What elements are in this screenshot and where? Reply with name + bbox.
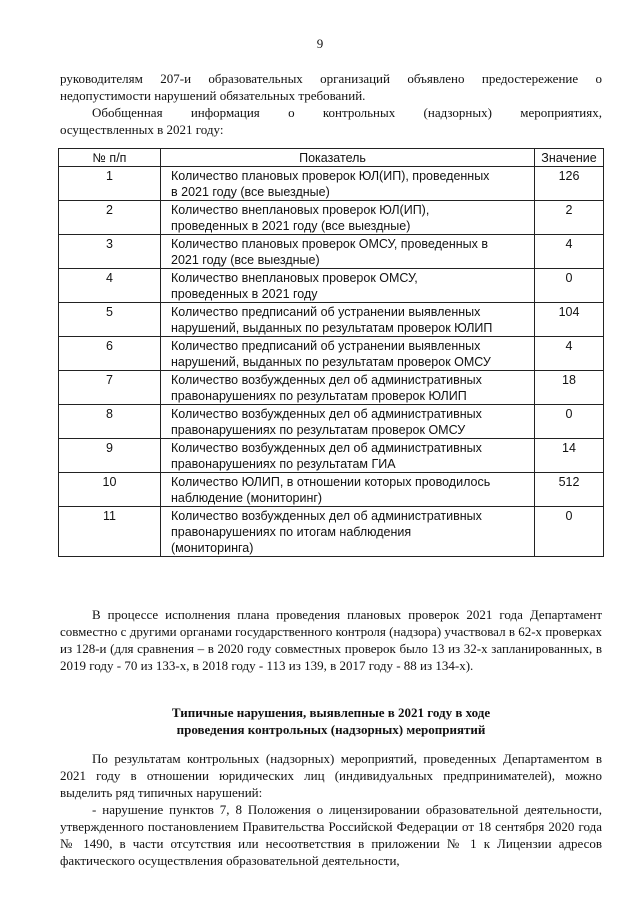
row-value: 126 [535, 167, 604, 201]
row-num: 6 [59, 337, 161, 371]
row-num: 5 [59, 303, 161, 337]
table-row [59, 235, 604, 269]
row-value: 0 [535, 507, 604, 557]
row-num: 11 [59, 507, 161, 557]
row-value: 0 [535, 405, 604, 439]
intro-line-4: осуществленных в 2021 году: [60, 122, 224, 137]
row-value: 512 [535, 473, 604, 507]
table-row [59, 439, 604, 473]
row-indicator: Количество плановых проверок ЮЛ(ИП), проведенных в 2021 году (все выездные) [161, 167, 535, 201]
header-indicator: Показатель [161, 149, 535, 167]
row-value: 14 [535, 439, 604, 473]
table-header-row [59, 149, 604, 167]
row-indicator: Количество предписаний об устранении выявленных нарушений, выданных по результатам проверок ОМСУ [161, 337, 535, 371]
table-row [59, 507, 604, 557]
row-num: 3 [59, 235, 161, 269]
table-row [59, 269, 604, 303]
row-indicator: Количество плановых проверок ОМСУ, проведенных в 2021 году (все выездные) [161, 235, 535, 269]
row-num: 1 [59, 167, 161, 201]
row-num: 2 [59, 201, 161, 235]
header-num: № п/п [59, 149, 161, 167]
row-value: 2 [535, 201, 604, 235]
page-number: 9 [316, 36, 324, 51]
intro-line-3: Обобщенная информация о контрольных (надзорных) мероприятиях, [92, 105, 602, 120]
table-row [59, 405, 604, 439]
paragraph-results: По результатам контрольных (надзорных) мероприятий, проведенных Департаментом в 2021 году в отношении юридических лиц (индивидуальных предпринимателей), можно выделить ряд типичных нарушений: [60, 751, 602, 800]
row-value: 104 [535, 303, 604, 337]
row-indicator: Количество возбужденных дел об административных правонарушениях по результатам ГИА [161, 439, 535, 473]
row-indicator: Количество возбужденных дел об административных правонарушениях по результатам проверок ОМСУ [161, 405, 535, 439]
row-num: 7 [59, 371, 161, 405]
section-heading-line-1: Типичные нарушения, выявлепные в 2021 году в ходе [171, 705, 491, 720]
paragraph-joint-inspections: В процессе исполнения плана проведения плановых проверок 2021 года Департамент совместно с другими органами государственного контроля (надзора) участвовал в 62-х проверках из 128-и (для сравнения – в 2020 году совместных проверок было 13 из 32-х запланированных, в 2019 году - 70 из 133-х, в 2018 году - 113 из 139, в 2017 году - 88 из 134-х). [60, 607, 602, 673]
row-value: 0 [535, 269, 604, 303]
table-row [59, 371, 604, 405]
row-num: 8 [59, 405, 161, 439]
row-num: 9 [59, 439, 161, 473]
table-row [59, 473, 604, 507]
row-indicator: Количество внеплановых проверок ЮЛ(ИП), проведенных в 2021 году (все выездные) [161, 201, 535, 235]
row-indicator: Количество предписаний об устранении выявленных нарушений, выданных по результатам проверок ЮЛИП [161, 303, 535, 337]
intro-line-2: недопустимости нарушений обязательных требований. [60, 88, 366, 103]
row-indicator: Количество ЮЛИП, в отношении которых проводилось наблюдение (мониторинг) [161, 473, 535, 507]
paragraph-violation: - нарушение пунктов 7, 8 Положения о лицензировании образовательной деятельности, утвержденного постановлением Правительства Российской Федерации от 18 сентября 2020 года № 1490, в части отсутствия или несоответствия в приложении № 1 к Лицензии адресов фактического осуществления образовательной деятельности, [60, 802, 602, 868]
table-row [59, 201, 604, 235]
section-heading [60, 704, 602, 738]
row-indicator: Количество возбужденных дел об административных правонарушениях по итогам наблюдения (мониторинга) [161, 507, 535, 557]
inspections-table [58, 148, 604, 557]
row-indicator: Количество внеплановых проверок ОМСУ, проведенных в 2021 году [161, 269, 535, 303]
header-value: Значение [535, 149, 604, 167]
row-num: 10 [59, 473, 161, 507]
table-row [59, 337, 604, 371]
row-value: 4 [535, 235, 604, 269]
table-row [59, 167, 604, 201]
row-indicator: Количество возбужденных дел об административных правонарушениях по результатам проверок ЮЛИП [161, 371, 535, 405]
table-row [59, 303, 604, 337]
row-num: 4 [59, 269, 161, 303]
intro-line-1: руководителям 207-и образовательных организаций объявлено предостережение о [60, 71, 602, 86]
row-value: 18 [535, 371, 604, 405]
row-value: 4 [535, 337, 604, 371]
section-heading-line-2: проведения контрольных (надзорных) мероприятий [176, 722, 486, 737]
